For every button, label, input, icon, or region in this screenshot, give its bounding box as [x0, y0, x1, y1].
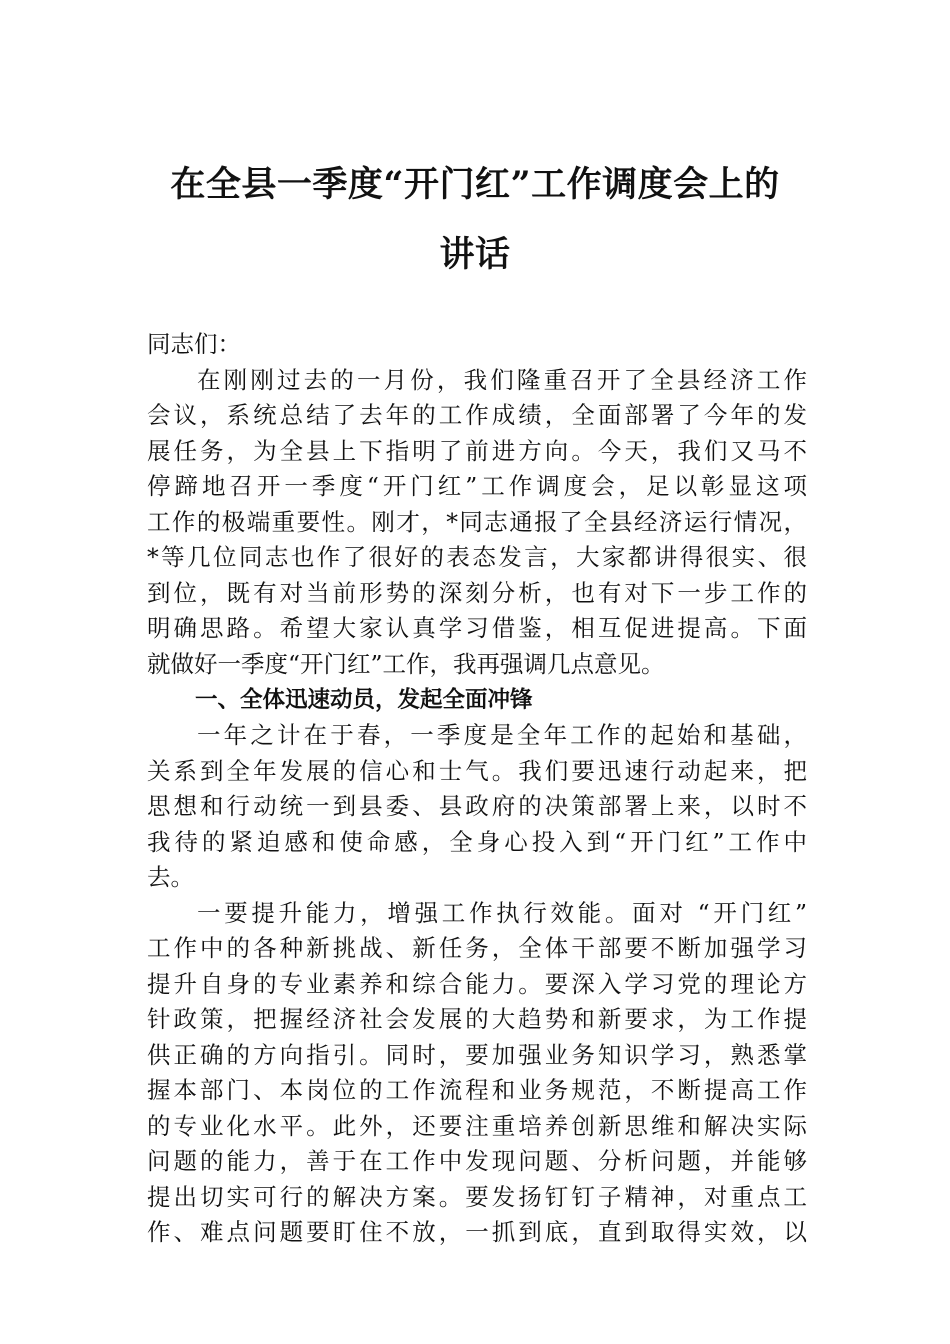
paragraph-line: 在刚刚过去的一月份，我们隆重召开了全县经济工作 — [197, 365, 807, 394]
paragraph-line: 工作的极端重要性。刚才，*同志通报了全县经济运行情况， — [147, 507, 807, 536]
paragraph-line: *等几位同志也作了很好的表态发言，大家都讲得很实、很 — [147, 543, 807, 571]
paragraph-line: 关系到全年发展的信心和士气。我们要迅速行动起来，把 — [147, 756, 807, 785]
paragraph-line: 我待的紧迫感和使命感，全身心投入到“开门红”工作中 — [147, 827, 807, 856]
paragraph-line: 停蹄地召开一季度“开门红”工作调度会，足以彰显这项 — [147, 472, 807, 500]
paragraph-line: 一要提升能力，增强工作执行效能。面对 “开门红” — [197, 898, 807, 927]
paragraph-line: 针政策，把握经济社会发展的大趋势和新要求，为工作提 — [147, 1005, 807, 1033]
paragraph-line: 供正确的方向指引。同时，要加强业务知识学习，熟悉掌 — [147, 1040, 807, 1069]
salutation: 同志们： — [147, 330, 241, 358]
paragraph-line: 去。 — [147, 863, 194, 891]
paragraph-line: 提出切实可行的解决方案。要发扬钉钉子精神，对重点工 — [147, 1182, 807, 1211]
paragraph-line: 握本部门、本岗位的工作流程和业务规范，不断提高工作 — [147, 1076, 807, 1104]
paragraph-line: 展任务，为全县上下指明了前进方向。今天，我们又马不 — [147, 436, 807, 465]
document-title-line-1: 在全县一季度“开门红”工作调度会上的 — [170, 164, 780, 205]
paragraph-line: 作、难点问题要盯住不放，一抓到底，直到取得实效，以 — [147, 1218, 807, 1246]
paragraph-line: 到位，既有对当前形势的深刻分析，也有对下一步工作的 — [147, 578, 807, 607]
paragraph-line: 提升自身的专业素养和综合能力。要深入学习党的理论方 — [147, 969, 807, 998]
paragraph-line: 的专业化水平。此外，还要注重培养创新思维和解决实际 — [147, 1111, 807, 1140]
paragraph-line: 会议，系统总结了去年的工作成绩，全面部署了今年的发 — [147, 401, 807, 429]
paragraph-3 — [147, 896, 807, 1251]
document-body — [147, 327, 807, 1251]
paragraph-1 — [147, 363, 807, 683]
paragraph-2 — [147, 718, 807, 896]
paragraph-line: 思想和行动统一到县委、县政府的决策部署上来，以时不 — [147, 792, 807, 820]
document-title-line-2: 讲话 — [439, 234, 511, 275]
paragraph-line: 明确思路。希望大家认真学习借鉴，相互促进提高。下面 — [147, 614, 807, 642]
paragraph-line: 问题的能力，善于在工作中发现问题、分析问题，并能够 — [147, 1147, 807, 1175]
paragraph-line: 工作中的各种新挑战、新任务，全体干部要不断加强学习 — [147, 934, 807, 962]
paragraph-line: 就做好一季度“开门红”工作，我再强调几点意见。 — [147, 649, 665, 678]
section-heading-1: 一、全体迅速动员，发起全面冲锋 — [195, 687, 533, 713]
paragraph-line: 一年之计在于春，一季度是全年工作的起始和基础， — [197, 721, 807, 749]
